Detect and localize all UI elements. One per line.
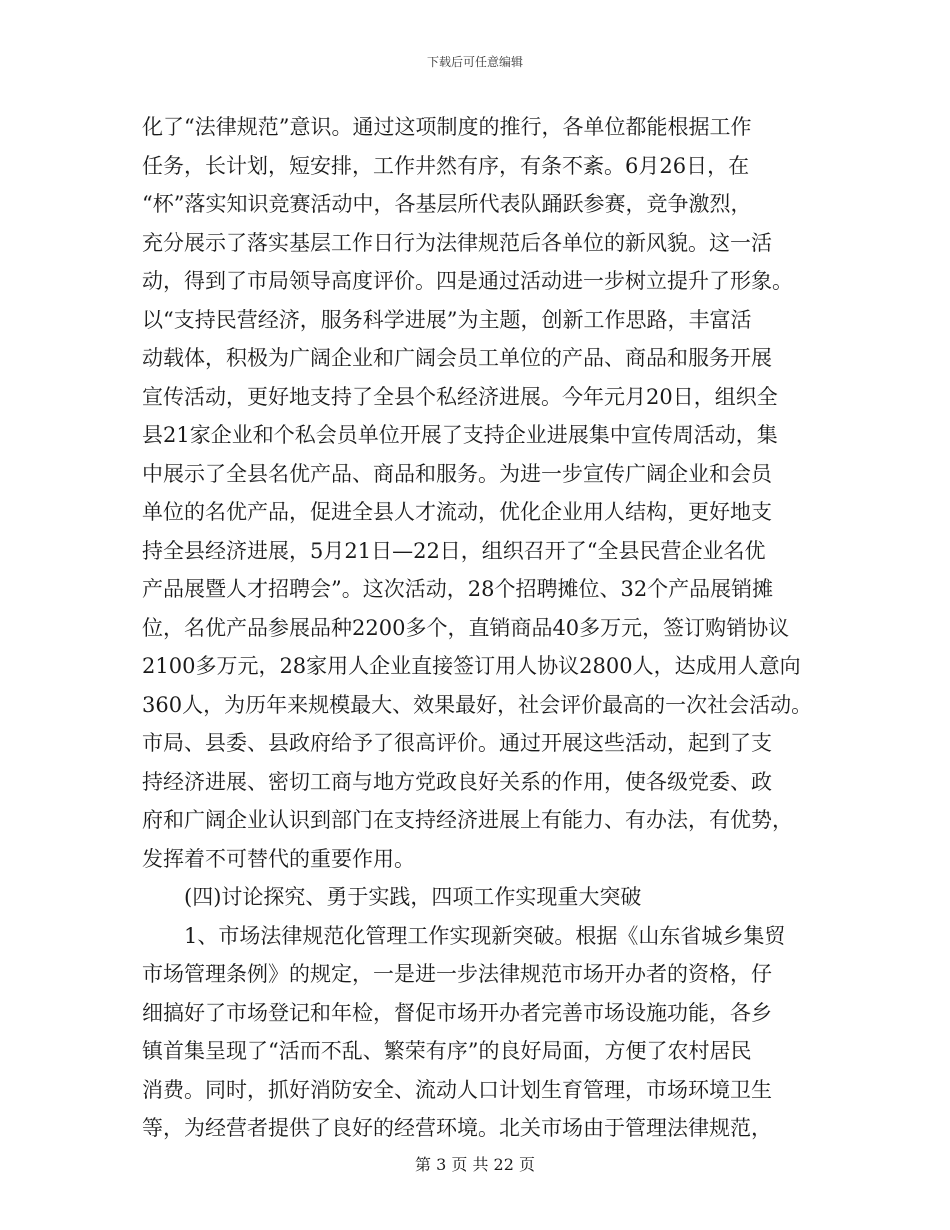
- page-header: 下载后可任意编辑: [426, 55, 523, 69]
- text-line: 中展示了全县名优产品、商品和服务。为进一步宣传广阔企业和会员: [142, 461, 772, 486]
- text-line: 等，为经营者提供了良好的经营环境。北关市场由于管理法律规范，: [142, 1116, 772, 1140]
- paragraph-start-line: 1、市场法律规范化管理工作实现新突破。根据《山东省城乡集贸: [184, 923, 786, 948]
- text-line: 宣传活动，更好地支持了全县个私经济进展。今年元月20日，组织全: [142, 384, 778, 409]
- text-line: 镇首集呈现了“活而不乱、繁荣有序”的良好局面，方便了农村居民: [142, 1039, 752, 1063]
- page-number-footer: 第 3 页 共 22 页: [415, 1155, 535, 1174]
- text-line: 市场管理条例》的规定，一是进一步法律规范市场开办者的资格，仔: [142, 962, 772, 986]
- text-line: 动，得到了市局领导高度评价。四是通过活动进一步树立提升了形象。: [142, 269, 793, 293]
- text-line: 360人，为历年来规模最大、效果最好，社会评价最高的一次社会活动。: [142, 692, 813, 717]
- text-line: 发挥着不可替代的重要作用。: [142, 846, 415, 871]
- text-line: 产品展暨人才招聘会”。这次活动，28个招聘摊位、32个产品展销摊: [142, 577, 774, 601]
- text-line: 消费。同时，抓好消防安全、流动人口计划生育管理，市场环境卫生: [142, 1077, 772, 1102]
- text-line: 细搞好了市场登记和年检，督促市场开办者完善市场设施功能，各乡: [142, 1000, 772, 1025]
- text-line: “杯”落实知识竞赛活动中，各基层所代表队踊跃参赛，竞争激烈，: [142, 192, 752, 216]
- text-line: 持全县经济进展，5月21日—22日，组织召开了“全县民营企业名优: [142, 538, 766, 563]
- text-line: 以“支持民营经济，服务科学进展”为主题，创新工作思路，丰富活: [142, 307, 752, 332]
- text-line: 县21家企业和个私会员单位开展了支持企业进展集中宣传周活动，集: [142, 423, 778, 447]
- text-line: 府和广阔企业认识到部门在支持经济进展上有能力、有办法，有优势，: [142, 808, 793, 832]
- text-line: 市局、县委、县政府给予了很高评价。通过开展这些活动，起到了支: [142, 731, 772, 755]
- section-heading: (四)讨论探究、勇于实践，四项工作实现重大突破: [184, 885, 642, 909]
- text-line: 任务，长计划，短安排，工作井然有序，有条不紊。6月26日，在: [142, 153, 750, 178]
- text-line: 动载体，积极为广阔企业和广阔会员工单位的产品、商品和服务开展: [142, 346, 772, 370]
- text-line: 充分展示了落实基层工作日行为法律规范后各单位的新风貌。这一活: [142, 230, 772, 255]
- text-line: 单位的名优产品，促进全县人才流动，优化企业用人结构，更好地支: [142, 500, 772, 524]
- text-line: 位，名优产品参展品种2200多个，直销商品40多万元，签订购销协议: [142, 615, 790, 640]
- text-line: 持经济进展、密切工商与地方党政良好关系的作用，使各级党委、政: [142, 769, 772, 794]
- document-body: [142, 108, 832, 1148]
- text-line: 2100多万元，28家用人企业直接签订用人协议2800人，达成用人意向: [142, 654, 801, 678]
- text-line: 化了“法律规范”意识。通过这项制度的推行，各单位都能根据工作: [142, 115, 752, 139]
